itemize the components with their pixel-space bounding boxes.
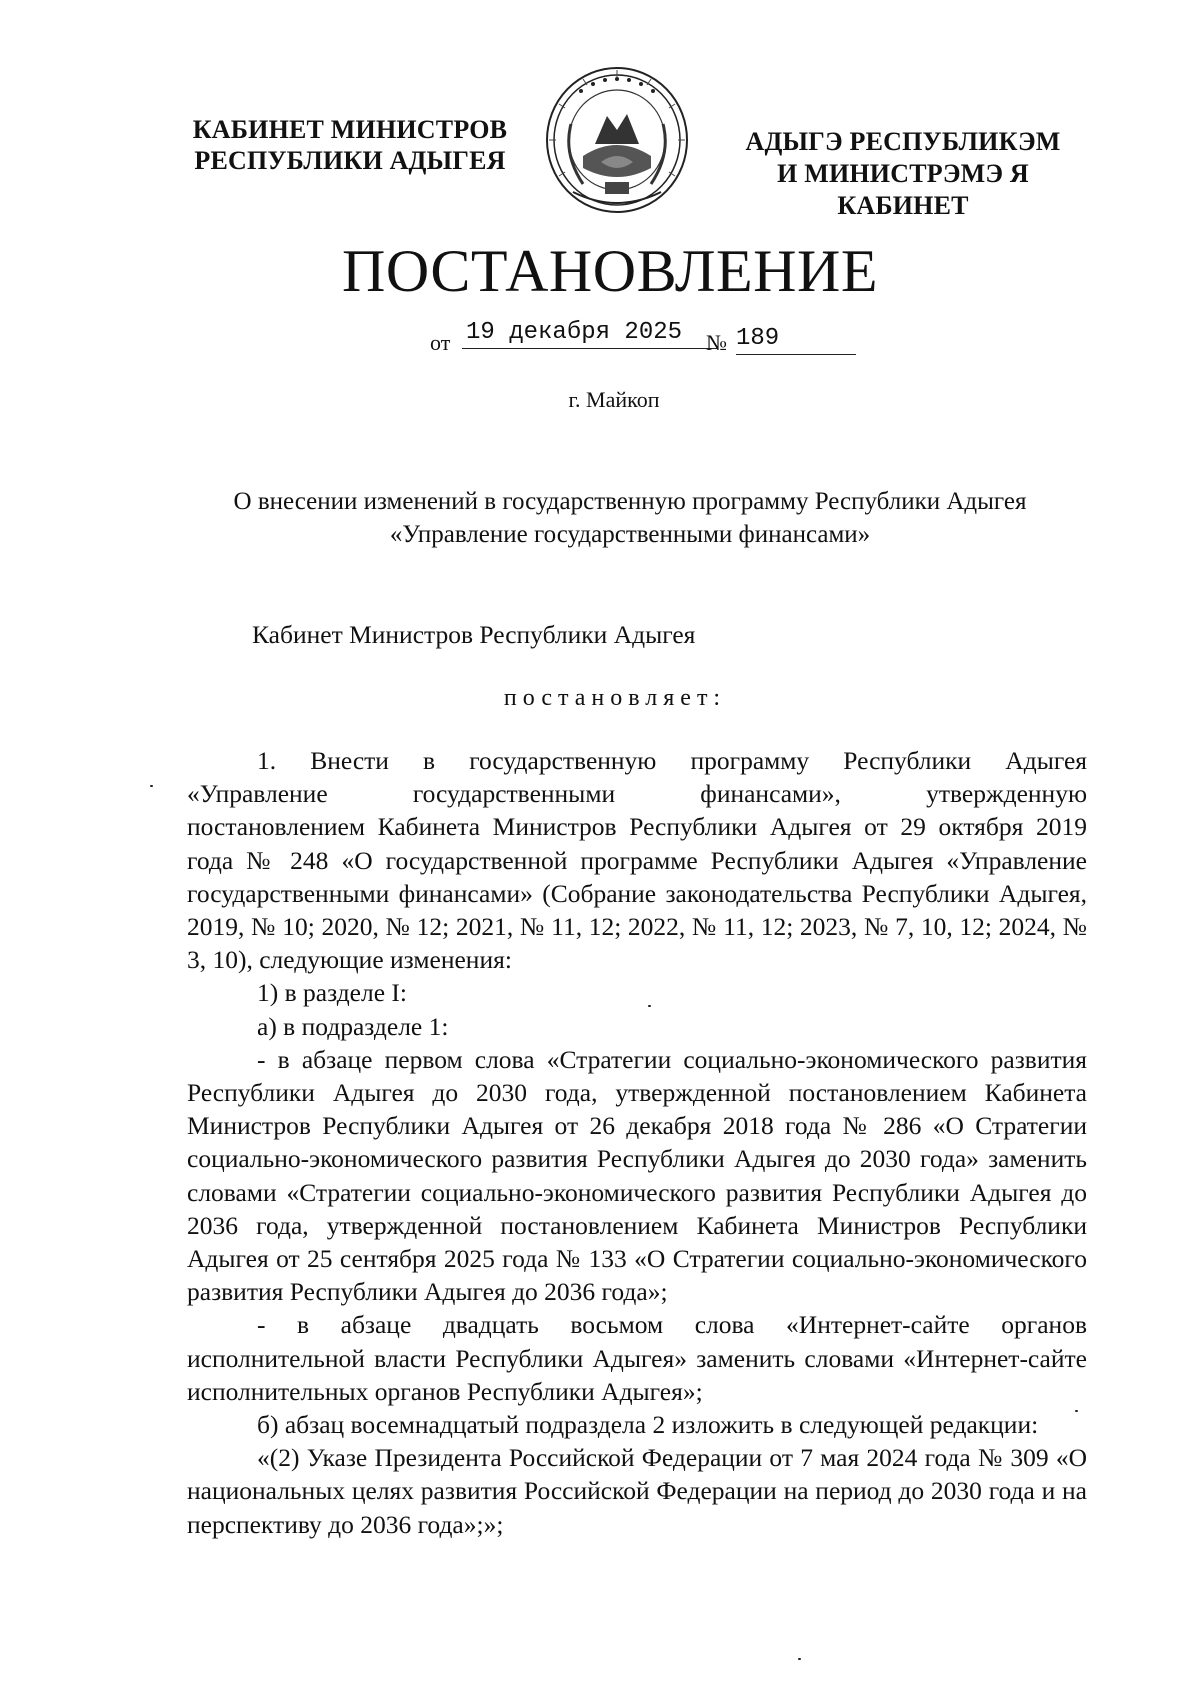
paragraph-1-rest: постановлением Кабинета Министров Республики Адыгея от 29 октября 2019 года № 248 «О государственной программе Республики Адыгея «Управление государственными финансами» (Собрание законодательства Республики Адыгея, 2019, № 10; 2020, № 12; 2021, № 11, 12; 2022, № 11, 12; 2023, № 7, 10, 12; 2024, № 3, 10), следующие изменения:	[187, 812, 1087, 975]
number-prefix: №	[706, 330, 727, 355]
item-1a: а) в подразделе 1:	[257, 1011, 449, 1041]
document-body	[187, 744, 1087, 1541]
issuer-name-adyghe-line2: И МИНИСТРЭМЭ Я КАБИНЕТ	[777, 159, 1029, 220]
item-1b: б) абзац восемнадцатый подраздела 2 изложить в следующей редакции:	[257, 1410, 1039, 1440]
date-prefix: от	[430, 330, 451, 355]
document-type-title: ПОСТАНОВЛЕНИЕ	[342, 238, 878, 304]
document-date: 19 декабря 2025	[462, 318, 718, 349]
item-1: 1) в разделе I:	[257, 978, 407, 1008]
document-subject	[150, 485, 1110, 551]
scan-speck	[1075, 1410, 1078, 1412]
scan-speck	[798, 1658, 801, 1660]
adygea-coat-of-arms-icon	[543, 64, 691, 216]
decides-heading: постановляет:	[503, 685, 727, 711]
document-city: г. Майкоп	[568, 387, 660, 412]
issuer-name-adyghe-line1: АДЫГЭ РЕСПУБЛИКЭМ	[745, 127, 1061, 156]
paragraph-1-line1: 1. Внести в государственную программу Республики Адыгея	[257, 746, 1087, 775]
issuer-name-russian	[185, 114, 515, 176]
date-number-line	[430, 310, 870, 360]
subject-line1: О внесении изменений в государственную программу Республики Адыгея	[233, 488, 1027, 515]
issuer-name-russian-line2: РЕСПУБЛИКИ АДЫГЕЯ	[194, 146, 506, 175]
paragraph-1-line2: «Управление государственными финансами», утвержденную	[187, 779, 1087, 809]
item-1a-dash-1: - в абзаце первом слова «Стратегии социально-экономического развития Республики Адыгея до 2030 года, утвержденной постановлением Кабинета Министров Республики Адыгея от 26 декабря 2018 года № 286 «О Стратегии социально-экономического развития Республики Адыгея до 2030 года» заменить словами «Стратегии социально-экономического развития Республики Адыгея до 2036 года, утвержденной постановлением Кабинета Министров Республики Адыгея от 25 сентября 2025 года № 133 «О Стратегии социально-экономического развития Республики Адыгея до 2036 года»;	[187, 1044, 1087, 1307]
scan-speck	[150, 785, 153, 787]
document-number: 189	[736, 324, 856, 355]
item-1b-quote: «(2) Указе Президента Российской Федерации от 7 мая 2024 года № 309 «О национальных целях развития Российской Федерации на период до 2030 года и на перспективу до 2036 года»;»;	[187, 1443, 1087, 1539]
issuer-name-russian-line1: КАБИНЕТ МИНИСТРОВ	[192, 115, 508, 144]
subject-line2: «Управление государственными финансами»	[389, 521, 871, 548]
item-1a-dash-2: - в абзаце двадцать восьмом слова «Интернет-сайте органов исполнительной власти Республики Адыгея» заменить словами «Интернет-сайте исполнительных органов Республики Адыгея»;	[187, 1310, 1087, 1406]
preamble: Кабинет Министров Республики Адыгея	[252, 620, 696, 649]
scan-speck	[648, 1005, 651, 1007]
issuer-name-adyghe	[718, 126, 1088, 222]
